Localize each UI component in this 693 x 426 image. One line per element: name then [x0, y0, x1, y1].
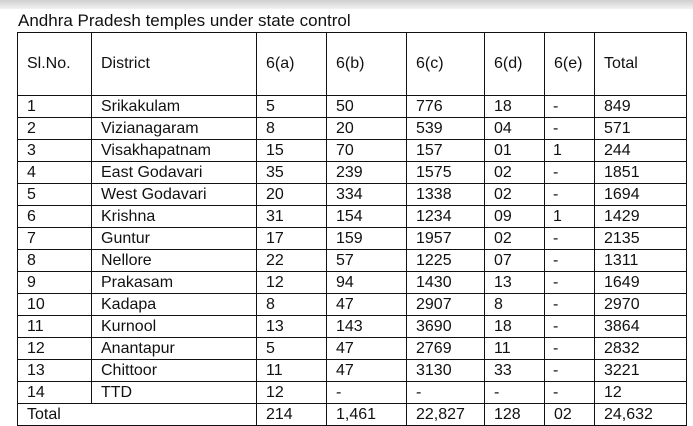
cell-6c: 3690	[407, 316, 485, 338]
cell-6d: -	[485, 382, 545, 404]
cell-6e: -	[545, 316, 595, 338]
cell-6d: 8	[485, 294, 545, 316]
header-sl: Sl.No.	[18, 33, 92, 96]
header-6e: 6(e)	[545, 33, 595, 96]
cell-sl: 8	[18, 250, 92, 272]
cell-6a: 20	[257, 184, 327, 206]
cell-6d: 02	[485, 184, 545, 206]
cell-sl: 9	[18, 272, 92, 294]
cell-6c: 1575	[407, 162, 485, 184]
cell-total: 1649	[595, 272, 687, 294]
cell-total: 2135	[595, 228, 687, 250]
cell-6c: 1338	[407, 184, 485, 206]
temples-table	[17, 32, 687, 426]
table-row	[18, 382, 687, 404]
cell-total: 3221	[595, 360, 687, 382]
cell-6e: 1	[545, 140, 595, 162]
table-row	[18, 294, 687, 316]
table-row	[18, 338, 687, 360]
cell-total: 1311	[595, 250, 687, 272]
cell-sl: 14	[18, 382, 92, 404]
total-6d: 128	[485, 404, 545, 426]
cell-6a: 5	[257, 96, 327, 118]
cell-6b: 70	[327, 140, 407, 162]
cell-6e: 1	[545, 206, 595, 228]
cell-district: Kurnool	[92, 316, 257, 338]
cell-sl: 3	[18, 140, 92, 162]
header-total: Total	[595, 33, 687, 96]
cell-6a: 12	[257, 272, 327, 294]
cell-district: West Godavari	[92, 184, 257, 206]
cell-6c: 1234	[407, 206, 485, 228]
table-row	[18, 140, 687, 162]
cell-total: 2832	[595, 338, 687, 360]
cell-6e: -	[545, 338, 595, 360]
cell-6e: -	[545, 162, 595, 184]
cell-6a: 31	[257, 206, 327, 228]
document-title: Andhra Pradesh temples under state control	[18, 11, 351, 30]
total-row	[18, 404, 687, 426]
table-row	[18, 250, 687, 272]
cell-district: Kadapa	[92, 294, 257, 316]
cell-total: 1429	[595, 206, 687, 228]
cell-6d: 01	[485, 140, 545, 162]
cell-district: Chittoor	[92, 360, 257, 382]
cell-6d: 11	[485, 338, 545, 360]
table-row	[18, 228, 687, 250]
table-row	[18, 316, 687, 338]
cell-6a: 8	[257, 294, 327, 316]
cell-total: 244	[595, 140, 687, 162]
cell-total: 1851	[595, 162, 687, 184]
cell-6a: 5	[257, 338, 327, 360]
cell-6d: 18	[485, 96, 545, 118]
cell-6b: 94	[327, 272, 407, 294]
cell-6c: 1225	[407, 250, 485, 272]
cell-6a: 17	[257, 228, 327, 250]
table-row	[18, 360, 687, 382]
cell-6a: 11	[257, 360, 327, 382]
cell-district: Visakhapatnam	[92, 140, 257, 162]
table-row	[18, 162, 687, 184]
cell-6a: 12	[257, 382, 327, 404]
top-shade	[0, 0, 693, 9]
cell-district: Guntur	[92, 228, 257, 250]
cell-6c: 3130	[407, 360, 485, 382]
cell-6c: 2769	[407, 338, 485, 360]
cell-6b: 47	[327, 360, 407, 382]
cell-6c: 2907	[407, 294, 485, 316]
total-total: 24,632	[595, 404, 687, 426]
cell-6d: 13	[485, 272, 545, 294]
cell-sl: 2	[18, 118, 92, 140]
cell-sl: 13	[18, 360, 92, 382]
cell-6b: 57	[327, 250, 407, 272]
cell-total: 3864	[595, 316, 687, 338]
cell-6c: 539	[407, 118, 485, 140]
cell-6e: -	[545, 250, 595, 272]
cell-total: 2970	[595, 294, 687, 316]
cell-sl: 6	[18, 206, 92, 228]
total-6b: 1,461	[327, 404, 407, 426]
cell-6e: -	[545, 272, 595, 294]
cell-6d: 02	[485, 228, 545, 250]
table-row	[18, 272, 687, 294]
cell-6a: 22	[257, 250, 327, 272]
cell-6d: 33	[485, 360, 545, 382]
table-row	[18, 184, 687, 206]
cell-6e: -	[545, 118, 595, 140]
cell-sl: 4	[18, 162, 92, 184]
cell-6a: 8	[257, 118, 327, 140]
table-row	[18, 206, 687, 228]
table-row	[18, 96, 687, 118]
cell-sl: 11	[18, 316, 92, 338]
cell-sl: 5	[18, 184, 92, 206]
total-6e: 02	[545, 404, 595, 426]
cell-district: Nellore	[92, 250, 257, 272]
cell-6c: -	[407, 382, 485, 404]
cell-district: Krishna	[92, 206, 257, 228]
cell-total: 12	[595, 382, 687, 404]
cell-6a: 35	[257, 162, 327, 184]
cell-sl: 12	[18, 338, 92, 360]
cell-6b: -	[327, 382, 407, 404]
cell-6e: -	[545, 360, 595, 382]
cell-sl: 10	[18, 294, 92, 316]
cell-6a: 15	[257, 140, 327, 162]
cell-6e: -	[545, 228, 595, 250]
cell-6e: -	[545, 294, 595, 316]
header-6c: 6(c)	[407, 33, 485, 96]
cell-6b: 47	[327, 338, 407, 360]
cell-6c: 1957	[407, 228, 485, 250]
cell-6b: 20	[327, 118, 407, 140]
cell-6e: -	[545, 96, 595, 118]
header-district: District	[92, 33, 257, 96]
cell-6c: 776	[407, 96, 485, 118]
total-6a: 214	[257, 404, 327, 426]
cell-district: TTD	[92, 382, 257, 404]
cell-total: 571	[595, 118, 687, 140]
cell-district: Anantapur	[92, 338, 257, 360]
table-row	[18, 118, 687, 140]
cell-6b: 334	[327, 184, 407, 206]
cell-sl: 7	[18, 228, 92, 250]
cell-6e: -	[545, 184, 595, 206]
total-6c: 22,827	[407, 404, 485, 426]
cell-6b: 239	[327, 162, 407, 184]
cell-district: Vizianagaram	[92, 118, 257, 140]
header-6b: 6(b)	[327, 33, 407, 96]
cell-sl: 1	[18, 96, 92, 118]
total-label: Total	[18, 404, 257, 426]
cell-6b: 143	[327, 316, 407, 338]
cell-6b: 47	[327, 294, 407, 316]
header-6d: 6(d)	[485, 33, 545, 96]
cell-6b: 154	[327, 206, 407, 228]
cell-district: Srikakulam	[92, 96, 257, 118]
cell-6d: 02	[485, 162, 545, 184]
cell-6c: 157	[407, 140, 485, 162]
cell-6d: 04	[485, 118, 545, 140]
cell-total: 849	[595, 96, 687, 118]
cell-6b: 159	[327, 228, 407, 250]
cell-6d: 18	[485, 316, 545, 338]
cell-total: 1694	[595, 184, 687, 206]
cell-6d: 07	[485, 250, 545, 272]
cell-6d: 09	[485, 206, 545, 228]
cell-6a: 13	[257, 316, 327, 338]
cell-district: East Godavari	[92, 162, 257, 184]
cell-district: Prakasam	[92, 272, 257, 294]
cell-6b: 50	[327, 96, 407, 118]
cell-6e: -	[545, 382, 595, 404]
cell-6c: 1430	[407, 272, 485, 294]
header-6a: 6(a)	[257, 33, 327, 96]
header-row	[18, 33, 687, 96]
